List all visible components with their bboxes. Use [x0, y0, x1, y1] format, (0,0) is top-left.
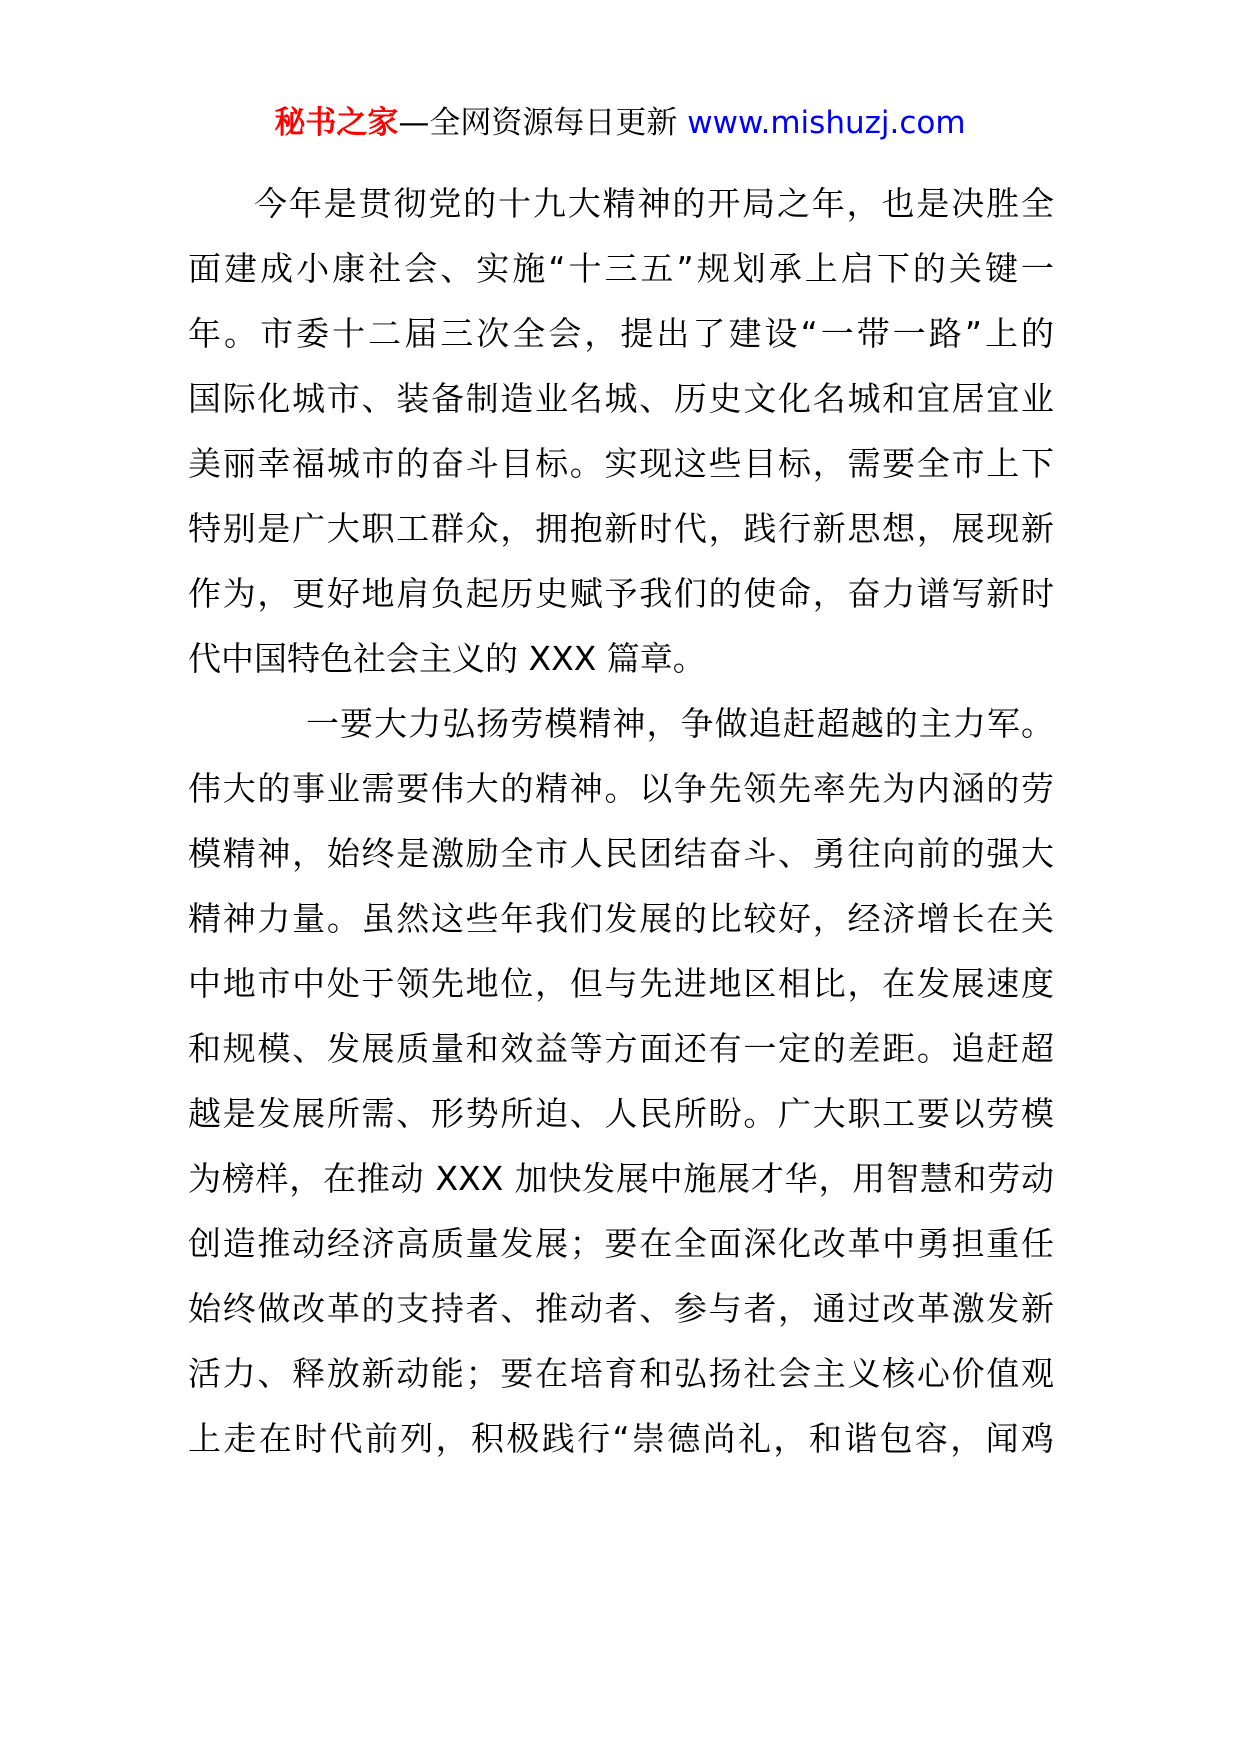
page-header [0, 100, 1240, 146]
website-link[interactable]: www.mishuzj.com [687, 105, 966, 141]
text-line: 模精神，始终是激励全市人民团结奋斗、勇往向前的强大 [188, 834, 1054, 873]
text-line: 和规模、发展质量和效益等方面还有一定的差距。追赶超 [188, 1029, 1054, 1068]
text-line: 上走在时代前列，积极践行“崇德尚礼，和谐包容，闻鸡 [188, 1419, 1054, 1458]
text-line: 中地市中处于领先地位，但与先进地区相比，在发展速度 [188, 964, 1054, 1003]
section-heading-line: 一要大力弘扬劳模精神，争做追赶超越的主力军。 [306, 704, 1054, 743]
text-line: 年。市委十二届三次全会，提出了建设“一带一路”上的 [188, 314, 1054, 353]
text-line: 精神力量。虽然这些年我们发展的比较好，经济增长在关 [188, 899, 1054, 938]
text-line: 美丽幸福城市的奋斗目标。实现这些目标，需要全市上下 [188, 444, 1054, 483]
document-body [188, 171, 1054, 1471]
text-line: 活力、释放新动能；要在培育和弘扬社会主义核心价值观 [188, 1354, 1054, 1393]
header-slogan: —全网资源每日更新 [398, 105, 678, 141]
text-line: 面建成小康社会、实施“十三五”规划承上启下的关键一 [188, 249, 1054, 288]
text-line: 创造推动经济高质量发展；要在全面深化改革中勇担重任 [188, 1224, 1054, 1263]
text-line: 作为，更好地肩负起历史赋予我们的使命，奋力谱写新时 [188, 574, 1054, 613]
text-line: 特别是广大职工群众，拥抱新时代，践行新思想，展现新 [188, 509, 1054, 548]
paragraph-model-worker-spirit [188, 691, 1054, 1471]
text-line: 代中国特色社会主义的 XXX 篇章。 [188, 639, 706, 678]
brand-name: 秘书之家 [274, 105, 399, 141]
paragraph-intro [188, 171, 1054, 691]
text-line: 始终做改革的支持者、推动者、参与者，通过改革激发新 [188, 1289, 1054, 1328]
text-line: 伟大的事业需要伟大的精神。以争先领先率先为内涵的劳 [188, 769, 1054, 808]
text-line: 越是发展所需、形势所迫、人民所盼。广大职工要以劳模 [188, 1094, 1054, 1133]
text-line: 为榜样，在推动 XXX 加快发展中施展才华，用智慧和劳动 [188, 1159, 1054, 1198]
text-line: 今年是贯彻党的十九大精神的开局之年，也是决胜全 [254, 184, 1054, 223]
text-line: 国际化城市、装备制造业名城、历史文化名城和宜居宜业 [188, 379, 1054, 418]
